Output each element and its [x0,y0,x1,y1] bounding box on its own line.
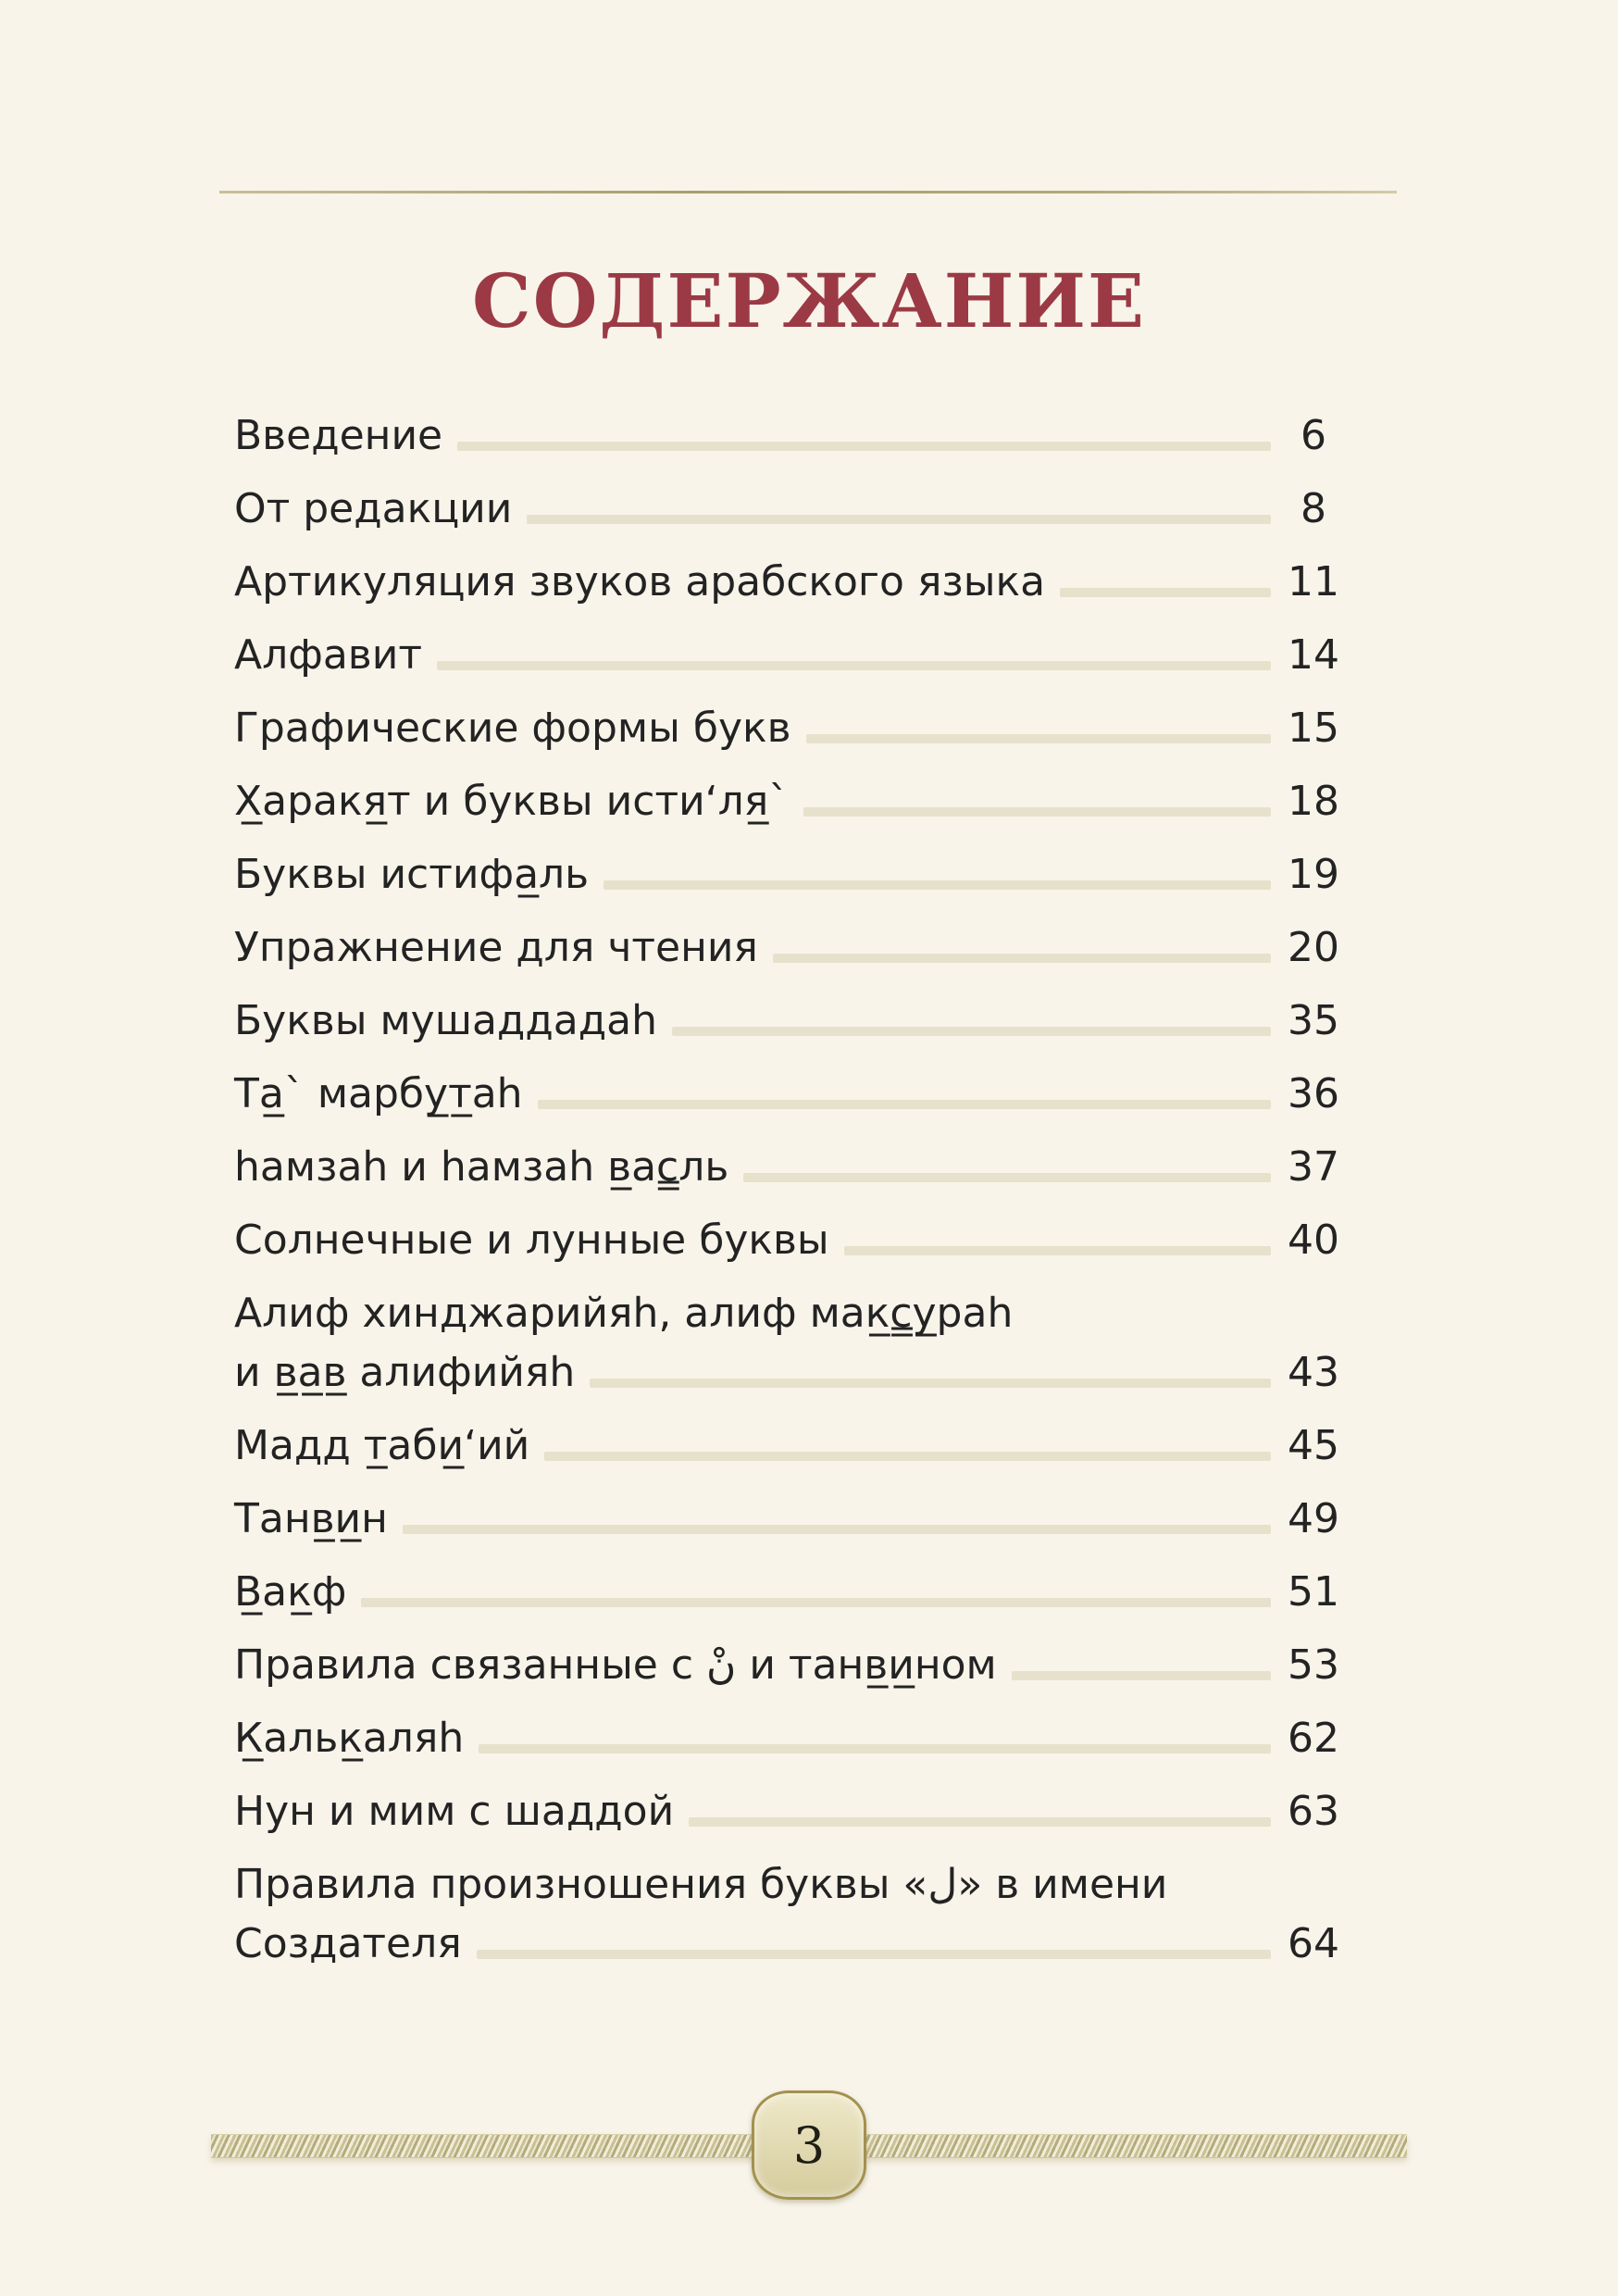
toc-leader-line [844,1246,1271,1255]
toc-leader-line [773,954,1271,963]
toc-entry [234,631,1356,679]
toc-leader-line [479,1744,1271,1753]
toc-entry-page: 51 [1288,1568,1339,1616]
toc-entry [234,1861,1356,1908]
toc-leader-line [689,1817,1271,1827]
toc-entry-page: 45 [1288,1422,1339,1469]
toc-entry [234,1568,1356,1616]
toc-entry-page: 43 [1288,1349,1339,1396]
toc-entry-page: 62 [1288,1715,1339,1762]
header-rule [219,191,1397,193]
toc-entry-page: 37 [1288,1143,1339,1191]
toc-entry [234,558,1356,605]
toc-leader-line [1060,588,1271,597]
toc-entry [234,1641,1356,1689]
toc-leader-line [590,1379,1271,1388]
toc-entry-page: 53 [1288,1641,1339,1689]
toc-entry-page: 6 [1301,412,1326,459]
page-footer [211,2115,1407,2175]
toc-leader-line [403,1525,1271,1534]
toc-entry-label: Упражнение для чтения [234,924,758,971]
toc-entry [234,412,1356,459]
toc-entry-label: Алфавит [234,631,422,679]
toc-leader-line [1012,1671,1271,1680]
toc-entry-label: Солнечные и лунные буквы [234,1217,829,1264]
toc-entry [234,485,1356,532]
toc-entry-page: 18 [1288,778,1339,825]
toc-entry [234,1143,1356,1191]
toc-entry-page: 64 [1288,1920,1339,1967]
toc-entry [234,707,1356,750]
toc-entry-page: 19 [1288,851,1339,898]
toc-entry [234,1422,1356,1469]
toc-entry [234,1292,1356,1335]
toc-entry-page: 63 [1288,1788,1339,1835]
toc-entry-label: Графические формы букв [234,705,791,752]
toc-entry-page: 8 [1301,485,1326,532]
toc-entry-label: Артикуляция звуков арабского языка [234,558,1046,605]
toc-entry [234,997,1356,1044]
toc-leader-line [457,442,1271,451]
toc-leader-line [527,515,1271,524]
toc-entry-page: 40 [1288,1217,1339,1264]
toc-entry [234,1788,1356,1835]
toc-entry-page: 11 [1288,558,1339,605]
toc-leader-line [803,807,1271,817]
toc-entry-label: Мадд т̲аби̲‘ий [234,1422,530,1469]
toc-entry-page: 49 [1288,1495,1339,1542]
toc-leader-line [743,1173,1271,1182]
toc-leader-line [672,1027,1271,1036]
toc-list [234,412,1356,1996]
toc-entry-label: Та̲` марбу̲т̲аһ [234,1070,523,1117]
toc-entry-page: 14 [1288,631,1339,679]
toc-entry [234,851,1356,898]
toc-entry-label: и в̲а̲в̲ алифийяһ [234,1349,576,1396]
toc-entry-page: 20 [1288,924,1339,971]
page-number-badge [752,2090,866,2200]
toc-entry [234,1219,1356,1262]
toc-entry-label: Буквы мушаддадаһ [234,997,657,1044]
toc-leader-line [604,880,1271,890]
toc-entry [234,924,1356,971]
toc-entry-label: Танв̲и̲н [234,1495,388,1542]
toc-entry [234,1070,1356,1117]
toc-leader-line [538,1100,1271,1109]
toc-leader-line [361,1598,1271,1607]
toc-leader-line [477,1950,1271,1959]
toc-entry-label: Правила произношения буквы «ل» в имени [234,1861,1168,1908]
toc-entry-label: Х̲аракя̲т и буквы исти‘ля̲` [234,778,790,825]
toc-entry-label: Правила связанные с نْ и танв̲и̲ном [234,1641,997,1689]
toc-entry-label: Введение [234,412,443,459]
toc-entry [234,1349,1356,1396]
toc-entry [234,1717,1356,1760]
toc-entry-page: 36 [1288,1070,1339,1117]
toc-entry-page: 15 [1288,705,1339,752]
toc-leader-line [437,661,1271,670]
toc-entry-label: һамзаһ и һамзаһ в̲ас̳ль [234,1143,729,1191]
toc-entry [234,780,1356,823]
toc-entry [234,1920,1356,1967]
toc-entry-label: Создателя [234,1920,462,1967]
toc-entry-page: 35 [1288,997,1339,1044]
toc-entry-label: Алиф хинджарийяһ, алиф мак̲с̳у̲раһ [234,1290,1014,1337]
toc-entry-label: В̲ак̲ф [234,1568,347,1616]
page-number: 3 [792,2115,826,2175]
toc-entry-label: Буквы истифа̲ль [234,851,590,898]
toc-entry-label: К̲альк̲аляһ [234,1715,465,1762]
toc-entry [234,1495,1356,1542]
toc-leader-line [544,1452,1271,1461]
toc-entry-label: Нун и мим с шаддой [234,1788,675,1835]
toc-entry-label: От редакции [234,485,513,532]
page-title: СОДЕРЖАНИЕ [472,257,1146,344]
toc-leader-line [806,734,1272,743]
